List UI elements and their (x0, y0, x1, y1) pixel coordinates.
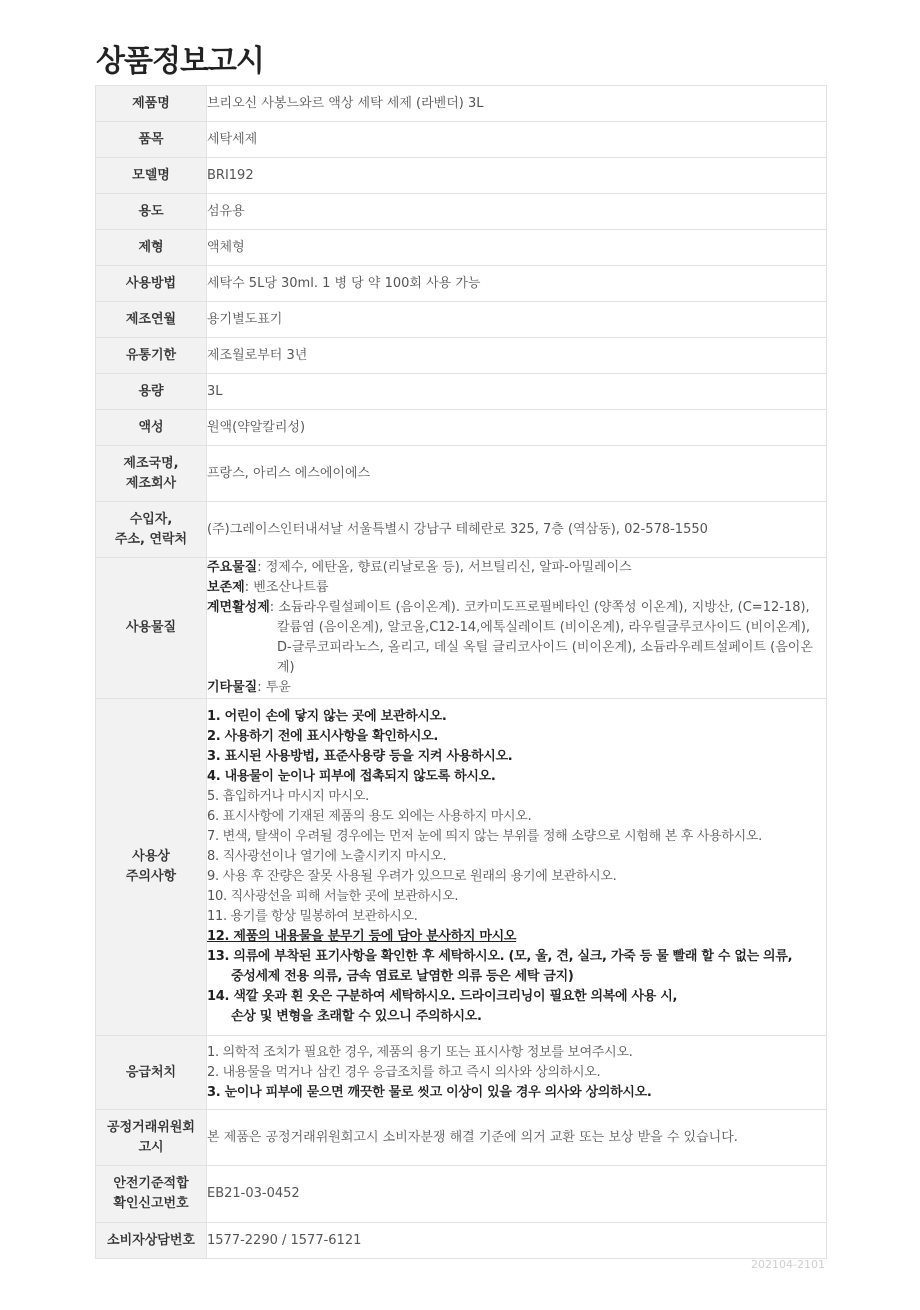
product-info-table (95, 85, 827, 1259)
list-item: 12. 제품의 내용물을 분무기 등에 담아 분사하지 마시오 (207, 929, 517, 944)
table-row (96, 1223, 827, 1259)
row-label: 용도 (96, 194, 207, 230)
main-ingredients (207, 558, 826, 578)
surfactant-continued: D-글루코피라노스, 올리고, 데실 옥틸 글리코사이드 (비이온계), 소듐라우레트설페이트 (음이온계) (277, 640, 813, 675)
row-label: 응급처치 (96, 1036, 207, 1110)
row-label-line: 주의사항 (125, 869, 177, 884)
precautions-list (207, 699, 827, 1036)
row-label-line: 안전기준적합 (113, 1176, 189, 1191)
row-label: 용량 (96, 374, 207, 410)
row-label: 품목 (96, 122, 207, 158)
first-aid-list (207, 1036, 827, 1110)
row-value: 섬유용 (207, 194, 827, 230)
table-row (96, 446, 827, 502)
row-value: 원액(약알칼리성) (207, 410, 827, 446)
row-label: 제품명 (96, 86, 207, 122)
row-label: 액성 (96, 410, 207, 446)
list-item: 5. 흡입하거나 마시지 마시오. (207, 789, 369, 804)
list-item: 6. 표시사항에 기재된 제품의 용도 외에는 사용하지 마시오. (207, 809, 532, 824)
row-value: 세탁세제 (207, 122, 827, 158)
ingredient-key: 보존제 (207, 580, 245, 595)
row-label-line: 제조회사 (125, 475, 177, 491)
list-item: 7. 변색, 탈색이 우려될 경우에는 먼저 눈에 띄지 않는 부위를 정해 소량으로 시험해 본 후 사용하시오. (207, 829, 763, 844)
row-value: 세탁수 5L당 30ml. 1 병 당 약 100회 사용 가능 (207, 266, 827, 302)
row-label (96, 446, 207, 502)
preservative (207, 578, 826, 598)
row-value: 3L (207, 374, 827, 410)
list-item-continued: 중성세제 전용 의류, 금속 염료로 날염한 의류 등은 세탁 금지) (231, 969, 574, 984)
other-ingredients (207, 678, 826, 698)
list-item-continued: 손상 및 변형을 초래할 수 있으니 주의하시오. (231, 1009, 482, 1024)
row-value: 1577-2290 / 1577-6121 (207, 1223, 827, 1259)
table-row (96, 410, 827, 446)
table-row (96, 194, 827, 230)
row-label: 모델명 (96, 158, 207, 194)
table-row (96, 1166, 827, 1223)
list-item: 2. 사용하기 전에 표시사항을 확인하시오. (207, 729, 439, 744)
row-value: 프랑스, 아리스 에스에이에스 (207, 446, 827, 502)
list-item: 1. 어린이 손에 닿지 않는 곳에 보관하시오. (207, 709, 447, 724)
row-label (96, 1110, 207, 1166)
ingredient-key: 계면활성제 (207, 600, 270, 615)
row-label (96, 1166, 207, 1223)
list-item: 13. 의류에 부착된 표기사항을 확인한 후 세탁하시오. (모, 울, 견, 실크, 가죽 등 물 빨래 할 수 없는 의류, (207, 949, 793, 964)
surfactant-continued: 칼륨염 (음이온계), 알코올,C12-14,에톡실레이트 (비이온계), 라우릴글루코사이드 (비이온계), (277, 620, 811, 635)
footer-code: 202104-2101 (751, 1258, 825, 1271)
table-row (96, 230, 827, 266)
row-label-line: 공정거래위원회 (107, 1119, 195, 1135)
row-label: 사용방법 (96, 266, 207, 302)
row-label-line: 수입자, (129, 511, 173, 527)
row-value: 브리오신 사봉느와르 액상 세탁 세제 (라벤더) 3L (207, 86, 827, 122)
row-label-line: 사용상 (132, 849, 170, 864)
precautions-row (96, 699, 827, 1036)
ingredient-value: : 소듐라우릴설페이트 (음이온계). 코카미도프로필베타인 (양쪽성 이온계), 지방산, (C=12-18), (269, 600, 810, 615)
row-label: 제조연월 (96, 302, 207, 338)
page-title: 상품정보고시 (96, 44, 264, 79)
table-row (96, 266, 827, 302)
surfactant (207, 598, 826, 618)
first-aid-row (96, 1036, 827, 1110)
list-item: 14. 색깔 옷과 흰 옷은 구분하여 세탁하시오. 드라이크리닝이 필요한 의복에 사용 시, (207, 989, 678, 1004)
table-row (96, 374, 827, 410)
row-value: EB21-03-0452 (207, 1166, 827, 1223)
list-item: 11. 용기를 항상 밀봉하여 보관하시오. (207, 909, 418, 924)
list-item: 3. 표시된 사용방법, 표준사용량 등을 지켜 사용하시오. (207, 749, 513, 764)
row-label: 소비자상담번호 (96, 1223, 207, 1259)
row-label (96, 699, 207, 1036)
row-label-line: 확인신고번호 (113, 1196, 189, 1211)
row-label-line: 제조국명, (123, 455, 179, 471)
table-row (96, 158, 827, 194)
list-item: 8. 직사광선이나 열기에 노출시키지 마시오. (207, 849, 447, 864)
table-row (96, 502, 827, 558)
ingredient-key: 주요물질 (207, 560, 258, 575)
row-label (96, 502, 207, 558)
ingredient-value: : 정제수, 에탄올, 향료(리날로올 등), 서브틸리신, 알파-아밀레이스 (257, 560, 632, 575)
row-label-line: 고시 (138, 1139, 164, 1155)
row-label: 사용물질 (96, 558, 207, 699)
list-item: 9. 사용 후 잔량은 잘못 사용될 우려가 있으므로 원래의 용기에 보관하시오. (207, 869, 617, 884)
row-value: 액체형 (207, 230, 827, 266)
ingredient-key: 기타물질 (207, 680, 258, 695)
row-label: 제형 (96, 230, 207, 266)
ingredient-value: : 벤조산나트륨 (244, 580, 329, 595)
row-label: 유통기한 (96, 338, 207, 374)
table-row (96, 86, 827, 122)
row-label-line: 주소, 연락처 (114, 531, 188, 547)
list-item: 2. 내용물을 먹거나 삼킨 경우 응급조치를 하고 즉시 의사와 상의하시오. (207, 1064, 601, 1080)
row-value: 제조월로부터 3년 (207, 338, 827, 374)
row-value: 용기별도표기 (207, 302, 827, 338)
row-value: BRI192 (207, 158, 827, 194)
ingredients-value (207, 558, 827, 699)
row-value: (주)그레이스인터내셔날 서울특별시 강남구 테헤란로 325, 7층 (역삼동), 02-578-1550 (207, 502, 827, 558)
ingredients-row (96, 558, 827, 699)
table-row (96, 338, 827, 374)
list-item: 10. 직사광선을 피해 서늘한 곳에 보관하시오. (207, 889, 459, 904)
list-item: 4. 내용물이 눈이나 피부에 접촉되지 않도록 하시오. (207, 769, 496, 784)
table-row (96, 122, 827, 158)
list-item: 3. 눈이나 피부에 묻으면 깨끗한 물로 씻고 이상이 있을 경우 의사와 상의하시오. (207, 1084, 652, 1100)
list-item: 1. 의학적 조치가 필요한 경우, 제품의 용기 또는 표시사항 정보를 보여주시오. (207, 1044, 633, 1060)
table-row (96, 302, 827, 338)
table-row (96, 1110, 827, 1166)
row-value: 본 제품은 공정거래위원회고시 소비자분쟁 해결 기준에 의거 교환 또는 보상 받을 수 있습니다. (207, 1110, 827, 1166)
ingredient-value: : 투윤 (257, 680, 291, 695)
